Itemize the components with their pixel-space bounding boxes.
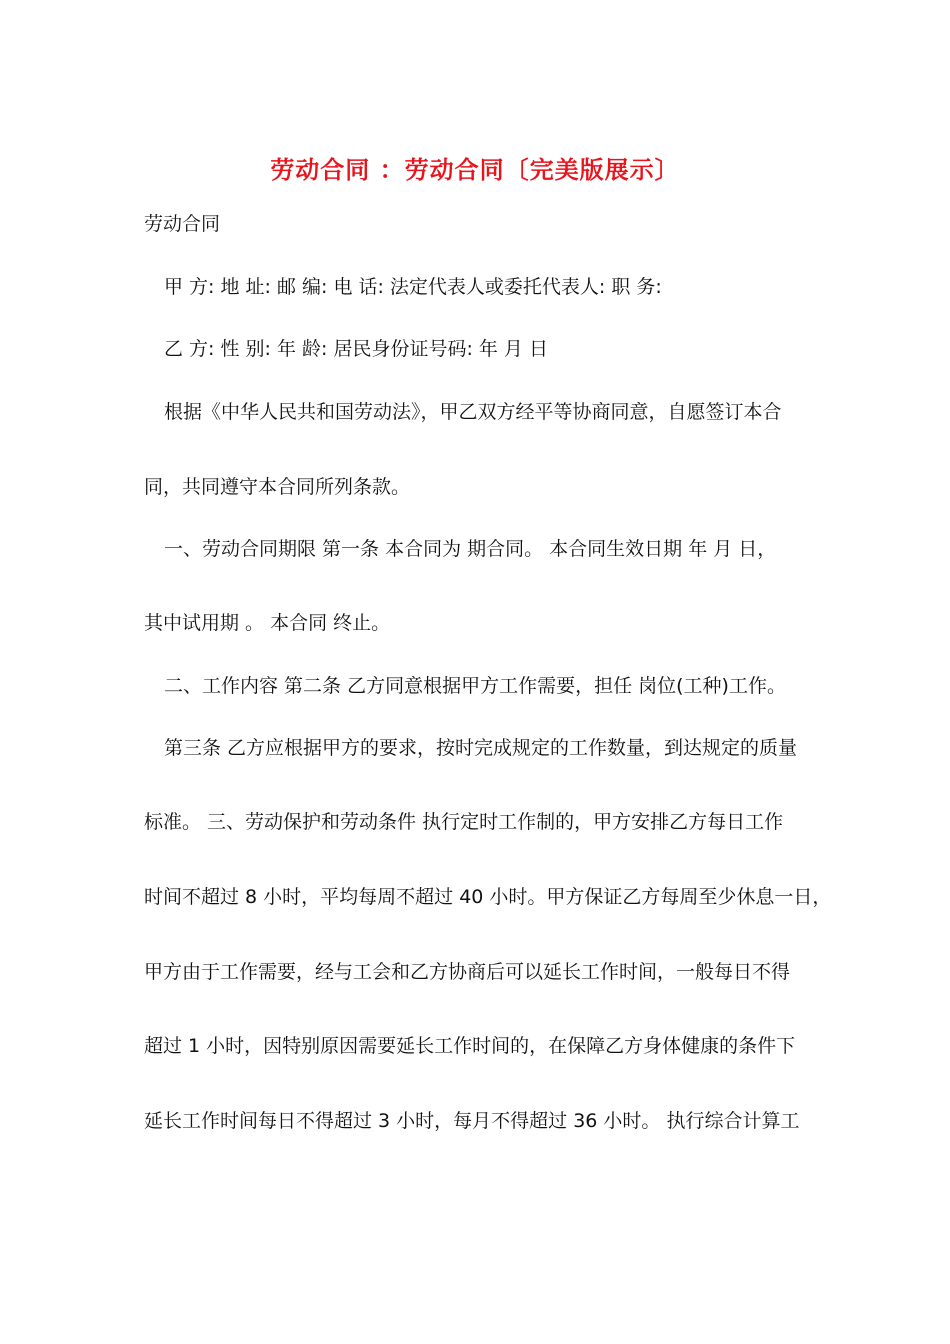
paragraph-line: 其中试用期 。 本合同 终止。 (144, 612, 391, 634)
paragraph-line: 延长工作时间每日不得超过 3 小时，每月不得超过 36 小时。 执行综合计算工 (144, 1110, 800, 1132)
paragraph-line: 标准。 三、劳动保护和劳动条件 执行定时工作制的，甲方安排乙方每日工作 (144, 811, 784, 833)
party-a-fields: 甲 方: 地 址: 邮 编: 电 话: 法定代表人或委托代表人: 职 务: (164, 276, 662, 298)
paragraph-line: 时间不超过 8 小时，平均每周不超过 40 小时。甲方保证乙方每周至少休息一日， (144, 886, 832, 908)
paragraph-line: 甲方由于工作需要，经与工会和乙方协商后可以延长工作时间，一般每日不得 (144, 961, 791, 983)
paragraph-line: 根据《中华人民共和国劳动法》，甲乙双方经平等协商同意，自愿签订本合 (164, 401, 782, 423)
section-heading: 劳动合同 (144, 213, 221, 235)
paragraph-line: 同，共同遵守本合同所列条款。 (144, 476, 411, 498)
document-title: 劳动合同 ：劳动合同〔完美版展示〕 (270, 156, 680, 184)
party-b-fields: 乙 方: 性 别: 年 龄: 居民身份证号码: 年 月 日 (164, 338, 548, 360)
paragraph-line: 二、工作内容 第二条 乙方同意根据甲方工作需要，担任 岗位(工种)工作。 (164, 675, 786, 697)
paragraph-line: 第三条 乙方应根据甲方的要求，按时完成规定的工作数量，到达规定的质量 (164, 737, 798, 759)
paragraph-line: 超过 1 小时，因特别原因需要延长工作时间的，在保障乙方身体健康的条件下 (144, 1035, 796, 1057)
paragraph-line: 一、劳动合同期限 第一条 本合同为 期合同。 本合同生效日期 年 月 日， (164, 538, 777, 560)
